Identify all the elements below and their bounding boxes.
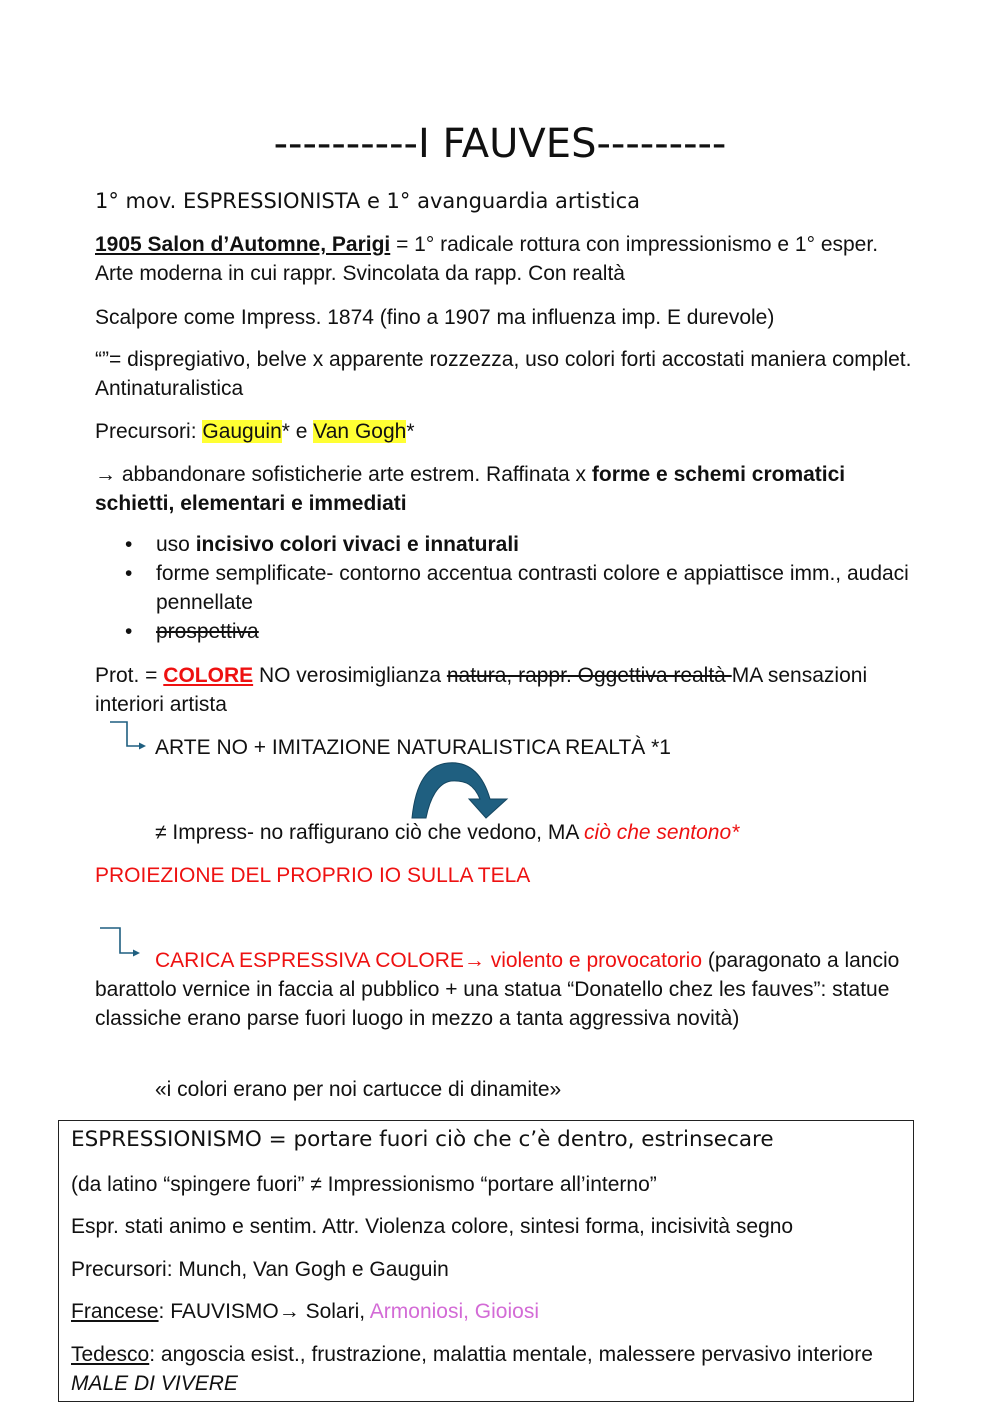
- espressionismo-box: [58, 1120, 914, 1402]
- abbandonare-bold: forme e schemi cromatici schietti, elementari e immediati: [95, 463, 846, 515]
- proiezione-line: PROIEZIONE DEL PROPRIO IO SULLA TELA: [95, 864, 531, 887]
- quote-line: «i colori erano per noi cartucce di dinamite»: [155, 1078, 562, 1101]
- box-title: ESPRESSIONISMO = portare fuori ciò che c’è dentro, estrinsecare: [71, 1127, 774, 1152]
- box-francese-line: [71, 1297, 901, 1326]
- salon-heading: 1905 Salon d’Automne, Parigi: [95, 233, 391, 256]
- precursori-label: Precursori:: [95, 420, 203, 443]
- prot-mid: NO verosimiglianza: [253, 664, 447, 687]
- francese-label: Francese: [71, 1300, 159, 1323]
- francese-pink: Armoniosi, Gioiosi: [369, 1300, 540, 1323]
- colore-keyword: COLORE: [163, 664, 254, 687]
- highlight-van-gogh: Van Gogh: [313, 420, 407, 443]
- dispregiativo-paragraph: “”= dispregiativo, belve x apparente rozzezza, uso colori forti accostati maniera complet. Antinaturalistica: [95, 348, 912, 400]
- box-espr-line: Espr. stati animo e sentim. Attr. Violenza colore, sintesi forma, incisività segno: [71, 1215, 794, 1238]
- tedesco-text: : angoscia esist., frustrazione, malattia mentale, malessere pervasivo interiore: [149, 1343, 873, 1366]
- salon-text: = 1° radicale rottura con impressionismo e 1° esper. Arte moderna in cui rappr. Svincolata da rapp. Con realtà: [95, 233, 879, 285]
- struck-text: natura, rappr. Oggettiva realtà: [446, 664, 732, 687]
- scalpore-line: Scalpore come Impress. 1874 (fino a 1907 ma influenza imp. E durevole): [95, 306, 775, 329]
- tedesco-label: Tedesco: [71, 1343, 150, 1366]
- francese-text: : FAUVISMO→ Solari,: [158, 1300, 370, 1323]
- box-latin-line: (da latino “spingere fuori” ≠ Impressionismo “portare all’interno”: [71, 1173, 657, 1196]
- intro-text: 1° mov. ESPRESSIONISTA e 1° avanguardia artistica: [95, 189, 641, 213]
- prot-label: Prot. =: [95, 664, 164, 687]
- carica-red-text: CARICA ESPRESSIVA COLORE→ violento e provocatorio: [155, 949, 703, 972]
- precursori-and: * e: [281, 420, 314, 443]
- page-title: ----------I FAUVES---------: [273, 121, 727, 167]
- bullet3-text: prospettiva: [156, 620, 259, 643]
- highlight-gauguin: Gauguin: [202, 420, 282, 443]
- prot-end: MA sensazioni interiori artista: [95, 664, 868, 716]
- arte-line: ARTE NO + IMITAZIONE NATURALISTICA REALTÀ *1: [155, 736, 671, 759]
- elbow-arrow-icon: [110, 722, 146, 750]
- abbandonare-text: → abbandonare sofisticherie arte estrem. Raffinata x: [95, 463, 592, 486]
- box-precursori-line: Precursori: Munch, Van Gogh e Gauguin: [71, 1258, 449, 1281]
- curved-arrow-icon: [412, 763, 507, 818]
- bullet2-text: forme semplificate- contorno accentua contrasti colore e appiattisce imm., audaci pennellate: [156, 562, 909, 614]
- elbow-arrow-icon: [100, 928, 140, 957]
- carica-rest-text: (paragonato a lancio barattolo vernice in faccia al pubblico + una statua “Donatello chez les fauves”: statue classiche erano parse fuori luogo in mezzo a tanta aggressiva novità): [95, 949, 900, 1030]
- precursori-asterisk: *: [406, 420, 415, 443]
- sentono-text: ciò che sentono*: [584, 821, 740, 844]
- box-tedesco-line: [71, 1340, 901, 1398]
- bullet1-bold: incisivo colori vivaci e innaturali: [195, 533, 519, 556]
- male-di-vivere: MALE DI VIVERE: [71, 1372, 238, 1395]
- bullet1-text: uso: [156, 533, 196, 556]
- impress-text: ≠ Impress- no raffigurano ciò che vedono, MA: [155, 821, 585, 844]
